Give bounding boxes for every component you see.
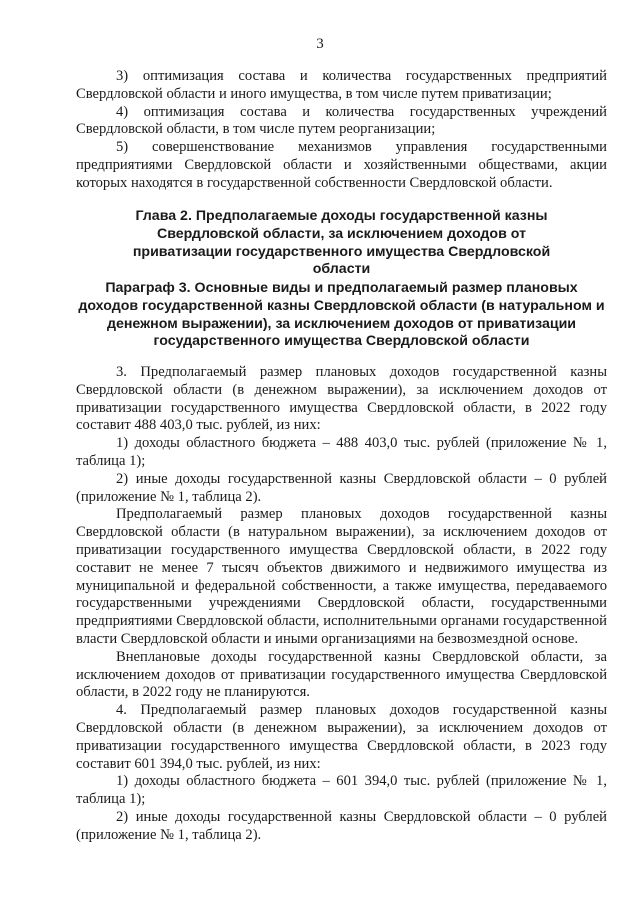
paragraph-title-text: Параграф 3. Основные виды и предполагаемый размер плановых доходов государственной казны Свердловской области (в натуральном и денежном выражении), за исключением доходов от приватизации государственного имущества Свердловской области (78, 280, 605, 350)
intro-item: 4) оптимизация состава и количества государственных учреждений Свердловской области, в том числе путем реорганизации; (76, 103, 607, 138)
paragraph: Внеплановые доходы государственной казны Свердловской области, за исключением доходов от приватизации государственного имущества Свердловской области, в 2022 году не планируются. (76, 648, 607, 701)
paragraph: 1) доходы областного бюджета – 601 394,0 тыс. рублей (приложение № 1, таблица 1); (76, 773, 607, 808)
main-text (76, 364, 607, 845)
intro-list (76, 68, 607, 193)
paragraph: 2) иные доходы государственной казны Свердловской области – 0 рублей (приложение № 1, таблица 2). (76, 808, 607, 843)
chapter-title (76, 208, 607, 279)
paragraph: 2) иные доходы государственной казны Свердловской области – 0 рублей (приложение № 1, таблица 2). (76, 470, 607, 505)
paragraph-title (76, 280, 607, 351)
chapter-title-text: Глава 2. Предполагаемые доходы государственной казны Свердловской области, за исключением доходов от приватизации государственного имущества Свердловской области (132, 208, 551, 278)
intro-item: 3) оптимизация состава и количества государственных предприятий Свердловской области и иного имущества, в том числе путем приватизации; (76, 68, 607, 102)
paragraph: Предполагаемый размер плановых доходов государственной казны Свердловской области (в натуральном выражении), за исключением доходов от приватизации государственного имущества Свердловской области, в 2022 году составит не менее 7 тысяч объектов движимого и недвижимого имущества из муниципальной и федеральной собственности, а также имущества, передаваемого государственными учреждениями Свердловской области, государственными предприятиями Свердловской области, исполнительными органами государственной власти Свердловской области и иными организациями на безвозмездной основе. (76, 506, 607, 647)
intro-item: 5) совершенствование механизмов управления государственными предприятиями Свердловской области и хозяйственными обществами, акции которых находятся в государственной собственности Свердловской области. (76, 139, 607, 191)
paragraph: 1) доходы областного бюджета – 488 403,0 тыс. рублей (приложение № 1, таблица 1); (76, 435, 607, 469)
paragraph: 3. Предполагаемый размер плановых доходов государственной казны Свердловской области (в денежном выражении), за исключением доходов от приватизации государственного имущества Свердловской области, в 2022 году составит 488 403,0 тыс. рублей, из них: (76, 364, 607, 434)
page-number: 3 (316, 36, 324, 52)
paragraph: 4. Предполагаемый размер плановых доходов государственной казны Свердловской области (в денежном выражении), за исключением доходов от приватизации государственного имущества Свердловской области, в 2023 году составит 601 394,0 тыс. рублей, из них: (76, 702, 607, 772)
